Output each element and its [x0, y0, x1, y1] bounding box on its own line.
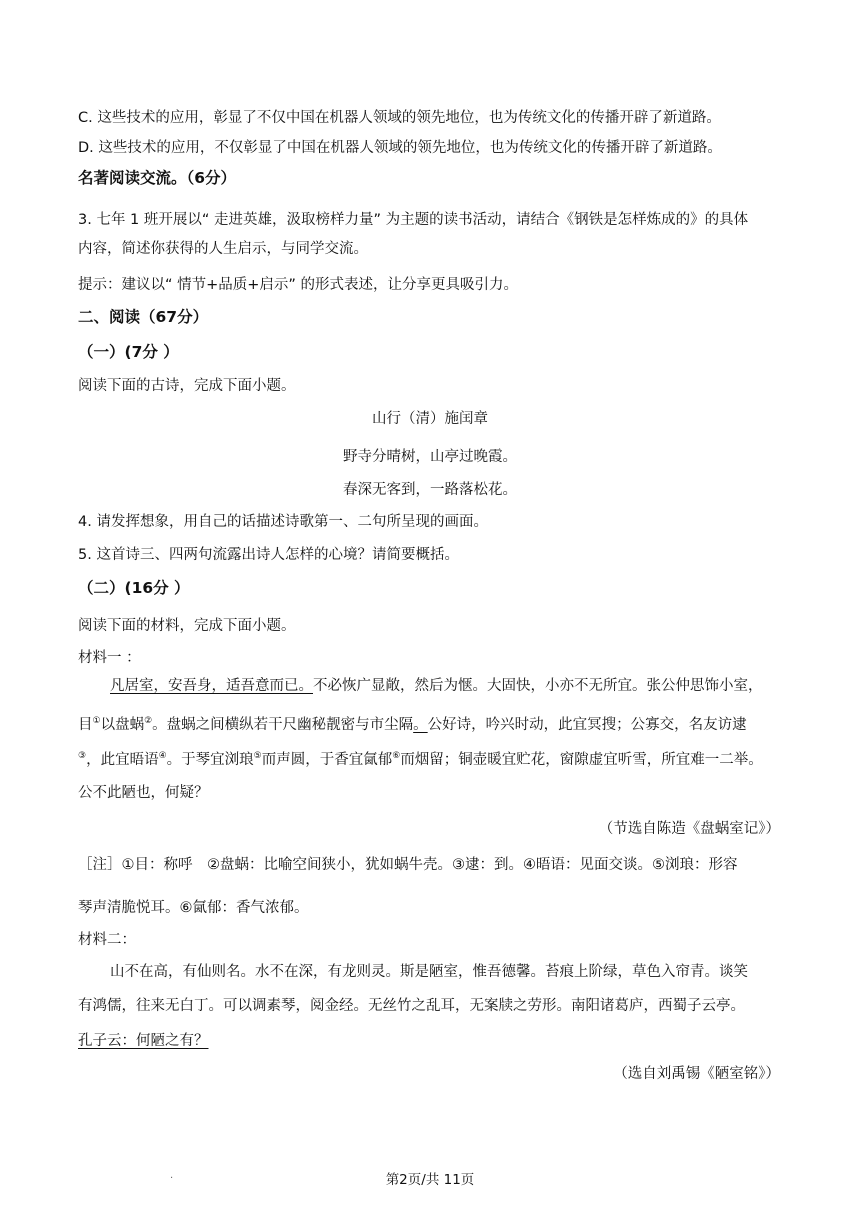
poem-title: 山行（清）施闰章	[372, 411, 488, 427]
material-1-line-2-part-a: 目	[78, 716, 93, 733]
material-2-line-2: 有鸿儒，往来无白丁。可以调素琴，阅金经。无丝竹之乱耳，无案牍之劳形。南阳诸葛庐，西蜀子云亭。	[78, 998, 745, 1014]
question-4: 4. 请发挥想象，用自己的话描述诗歌第一、二句所呈现的画面。	[78, 514, 488, 530]
material-1-line-3-part-a: ，此宜晤语	[86, 751, 159, 768]
footnote-marker-4: ④	[158, 751, 167, 761]
subsection-1-instruction: 阅读下面的古诗，完成下面小题。	[78, 378, 296, 394]
poem-line-2: 春深无客到，一路落松花。	[343, 482, 517, 498]
notes-line-2: 琴声清脆悦耳。⑥氤郁：香气浓郁。	[78, 900, 309, 916]
option-d: D. 这些技术的应用，不仅彰显了中国在机器人领域的领先地位，也为传统文化的传播开辟了新道路。	[78, 140, 722, 156]
section-heading-mingzhu: 名著阅读交流。（6分）	[78, 169, 237, 187]
material-1-line-1-rest: 不必恢广显敞，然后为惬。大固快，小亦不无所宜。张公仲思饰小室，	[313, 678, 763, 694]
question-3-line-1: 3. 七年 1 班开展以“ 走进英雄，汲取榜样力量” 为主题的读书活动，请结合《钢铁是怎样炼成的》的具体	[78, 212, 749, 228]
material-1-line-3-part-b: 。于琴宜浏琅	[166, 751, 254, 768]
material-1-line-2-part-b: 以盘蜗	[100, 716, 145, 733]
notes-line-1: ［注］①目：称呼 ②盘蜗：比喻空间狭小，犹如蜗牛壳。③逮：到。④晤语：见面交谈。⑤浏琅：形容	[78, 857, 738, 873]
material-1-line-4: 公不此陋也，何疑？	[78, 785, 209, 801]
material-2-label: 材料二：	[78, 932, 136, 948]
material-2-line-3: 孔子云：何陋之有？	[78, 1033, 209, 1049]
subsection-2-instruction: 阅读下面的材料，完成下面小题。	[78, 618, 296, 634]
question-5: 5. 这首诗三、四两句流露出诗人怎样的心境？请简要概括。	[78, 547, 459, 563]
part-2-heading: 二、阅读（67分）	[78, 308, 209, 326]
material-1-line-3	[78, 746, 763, 770]
material-2-line-1: 山不在高，有仙则名。水不在深，有龙则灵。斯是陋室，惟吾德馨。苔痕上阶绿，草色入帘青。谈笑	[110, 964, 748, 980]
footnote-marker-2: ②	[144, 716, 153, 726]
poem-line-1: 野寺分晴树，山亭过晚霞。	[343, 449, 517, 465]
stray-dot: .	[170, 1170, 174, 1181]
material-1-line-2-part-e: 公好诗，吟兴时动，此宜冥搜；公寡交，名友访逮	[427, 716, 747, 733]
footnote-marker-5: ⑤	[253, 751, 262, 761]
material-1-line-3-part-d: 而烟留；铜壶暖宜贮花，窗隙虚宜听雪，所宜难一二举。	[400, 751, 763, 768]
material-1-source: （节选自陈造《盘蜗室记》）	[598, 821, 780, 837]
footnote-marker-3: ③	[78, 751, 87, 761]
footnote-marker-1: ①	[92, 716, 101, 726]
material-1-underlined-sentence: 凡居室，安吾身，适吾意而已。	[110, 678, 313, 694]
question-3-line-2: 内容，简述你获得的人生启示，与同学交流。	[78, 241, 368, 257]
material-1-line-2-part-c: 。盘蜗之间横纵若干尺幽秘靓密与市尘隔	[152, 716, 414, 733]
material-1-line-1	[110, 676, 763, 696]
subsection-1-heading: （一）(7分 ）	[78, 343, 179, 361]
material-2-source: （选自刘禹锡《陋室铭》）	[613, 1066, 780, 1082]
page-number: 第2页/共 11页	[385, 1172, 475, 1188]
material-1-label: 材料一 ：	[78, 650, 141, 666]
footnote-marker-6: ⑥	[392, 751, 401, 761]
material-1-line-3-part-c: 而声圆，于香宜氤郁	[261, 751, 393, 768]
question-3-hint: 提示：建议以“ 情节+品质+启示” 的形式表述，让分享更具吸引力。	[78, 277, 519, 293]
material-1-line-2	[78, 711, 747, 735]
subsection-2-heading: （二）(16分 ）	[78, 579, 190, 597]
option-c: C. 这些技术的应用，彰显了不仅中国在机器人领域的领先地位，也为传统文化的传播开辟了新道路。	[78, 110, 721, 126]
material-1-underlined-period: 。	[413, 716, 428, 733]
